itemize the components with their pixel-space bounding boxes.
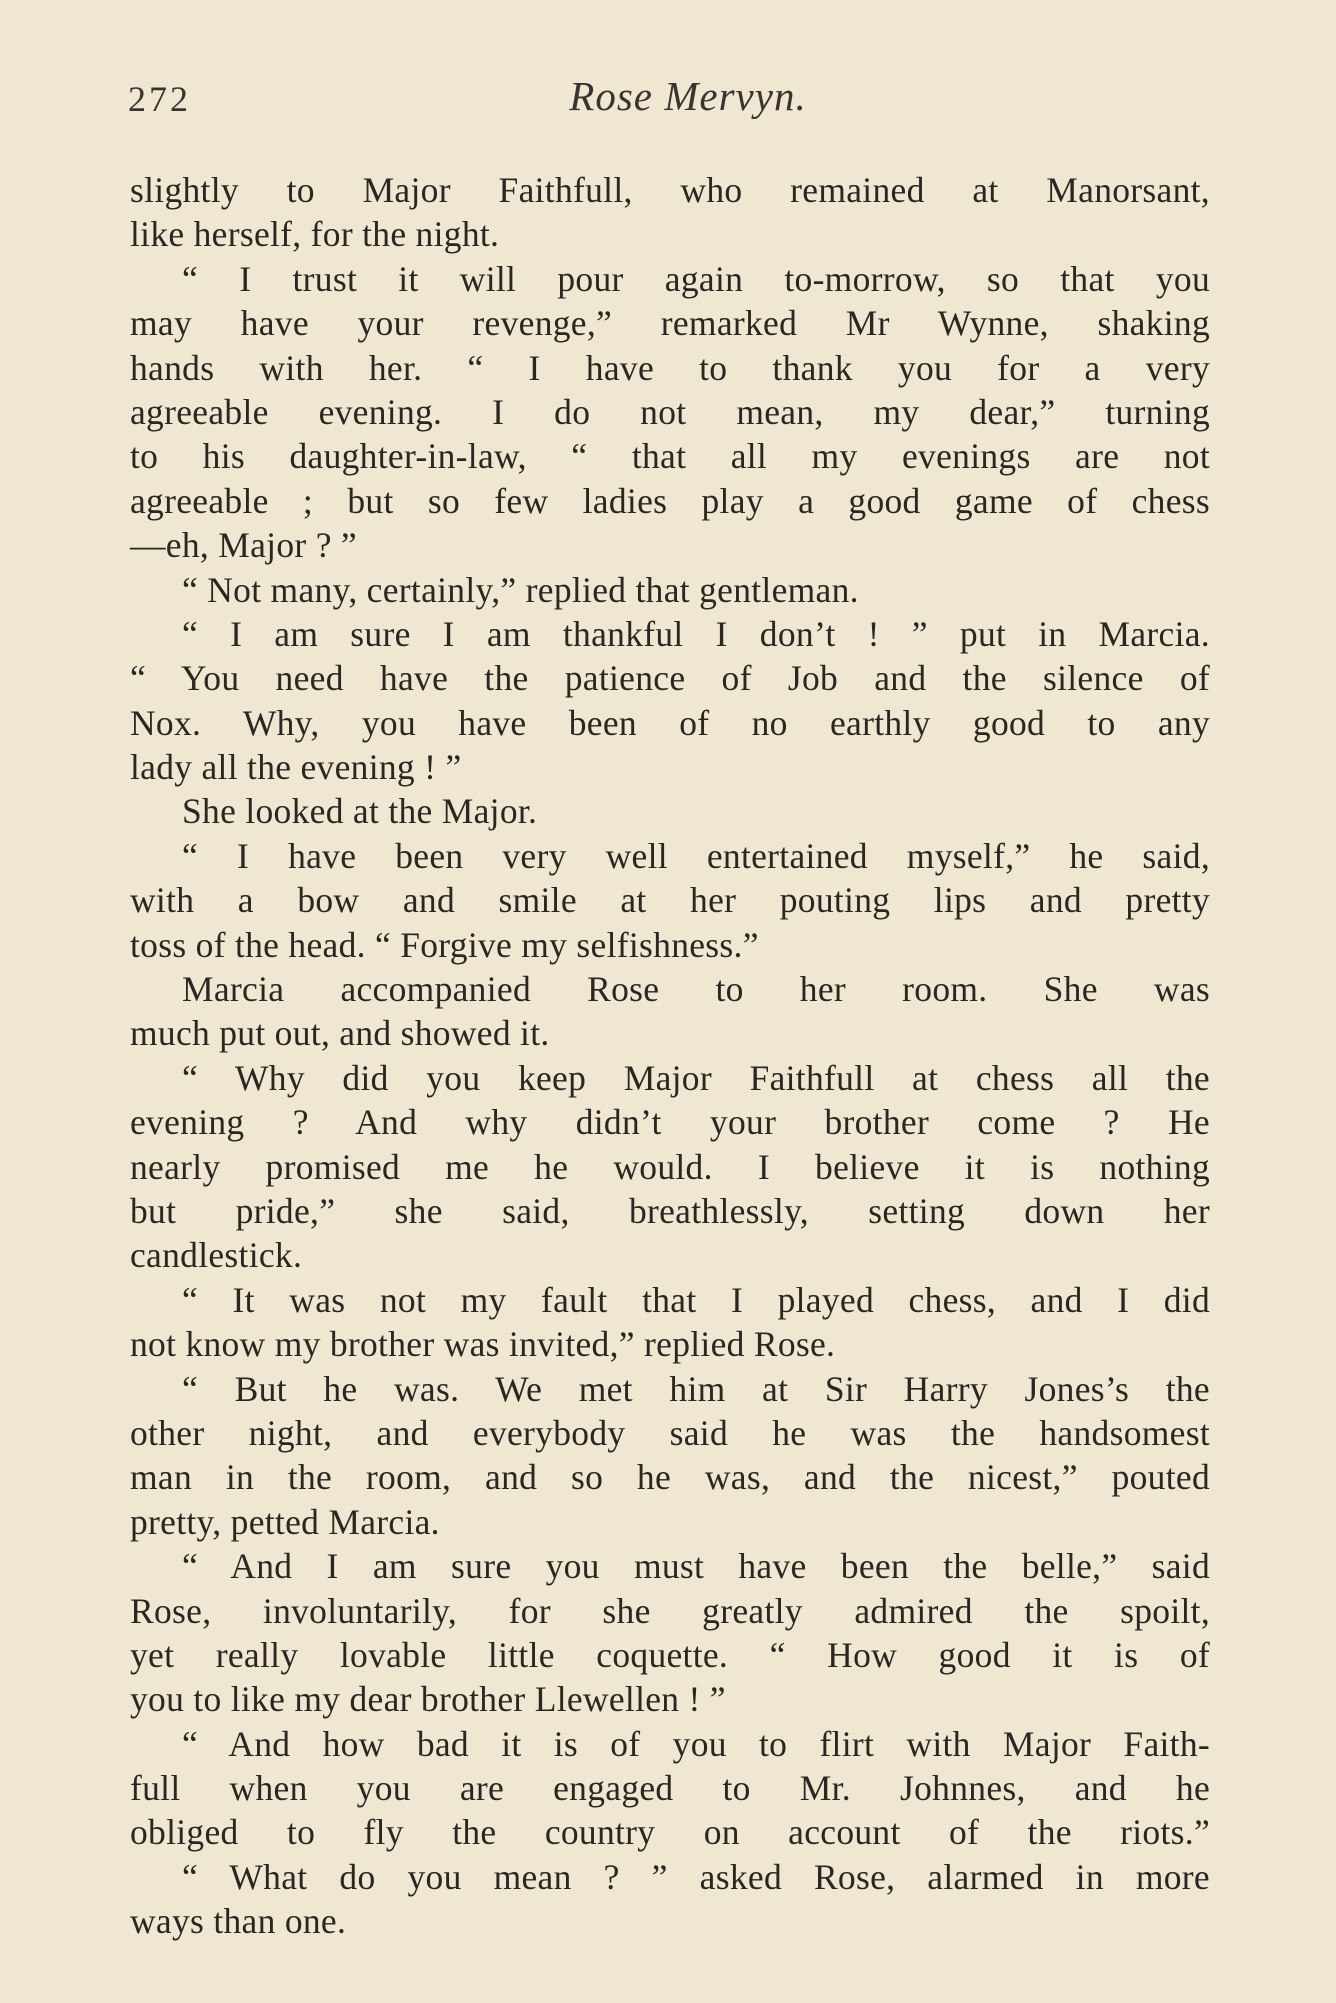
text-line: agreeable evening. I do not mean, my dear,” turning — [130, 391, 1210, 432]
text-line: She looked at the Major. — [182, 791, 538, 832]
text-line: to his daughter-in-law, “ that all my evenings are not — [130, 436, 1210, 477]
text-line: Rose, involuntarily, for she greatly admired the spoilt, — [130, 1590, 1210, 1631]
text-line: “ Not many, certainly,” replied that gentleman. — [182, 569, 859, 610]
text-line: obliged to fly the country on account of the riots.” — [130, 1812, 1210, 1853]
text-line: “ And how bad it is of you to flirt with Major Faith- — [182, 1723, 1210, 1764]
text-line: evening ? And why didn’t your brother come ? He — [130, 1102, 1210, 1143]
text-line: with a bow and smile at her pouting lips and pretty — [130, 880, 1210, 921]
text-line: “ And I am sure you must have been the belle,” said — [182, 1546, 1210, 1587]
text-line: nearly promised me he would. I believe it is nothing — [130, 1146, 1210, 1187]
text-line: man in the room, and so he was, and the nicest,” pouted — [130, 1457, 1210, 1498]
text-line: “ You need have the patience of Job and the silence of — [130, 658, 1210, 699]
text-line: may have your revenge,” remarked Mr Wynne, shaking — [130, 303, 1210, 344]
text-line: full when you are engaged to Mr. Johnnes, and he — [130, 1768, 1210, 1809]
text-line: Marcia accompanied Rose to her room. She was — [182, 969, 1210, 1010]
text-line: “ I trust it will pour again to-morrow, so that you — [182, 258, 1210, 299]
text-line: “ But he was. We met him at Sir Harry Jones’s the — [182, 1368, 1210, 1409]
text-line: candlestick. — [130, 1235, 303, 1276]
text-line: like herself, for the night. — [130, 214, 500, 255]
text-line: not know my brother was invited,” replied Rose. — [130, 1324, 836, 1365]
text-line: lady all the evening ! ” — [130, 747, 462, 788]
text-line: but pride,” she said, breathlessly, setting down her — [130, 1190, 1210, 1231]
text-line: “ I am sure I am thankful I don’t ! ” put in Marcia. — [182, 613, 1210, 654]
running-title: Rose Mervyn. — [569, 73, 807, 119]
text-line: Nox. Why, you have been of no earthly good to any — [130, 702, 1210, 743]
page-number: 272 — [128, 79, 191, 119]
text-line: —eh, Major ? ” — [130, 525, 357, 566]
text-line: you to like my dear brother Llewellen ! ” — [130, 1679, 726, 1720]
text-line: yet really lovable little coquette. “ How good it is of — [130, 1634, 1210, 1675]
text-line: hands with her. “ I have to thank you for a very — [130, 347, 1210, 388]
text-line: agreeable ; but so few ladies play a good game of chess — [130, 480, 1210, 521]
text-line: “ Why did you keep Major Faithfull at chess all the — [182, 1057, 1210, 1098]
text-line: toss of the head. “ Forgive my selfishness.” — [130, 924, 759, 965]
text-line: other night, and everybody said he was the handsomest — [130, 1412, 1210, 1453]
text-line: ways than one. — [130, 1901, 347, 1942]
text-line: “ It was not my fault that I played chess, and I did — [182, 1279, 1210, 1320]
text-line: “ I have been very well entertained myself,” he said, — [182, 835, 1210, 876]
text-line: “ What do you mean ? ” asked Rose, alarmed in more — [182, 1856, 1210, 1897]
body-text — [130, 168, 1210, 1944]
text-line: slightly to Major Faithfull, who remained at Manorsant, — [130, 170, 1210, 210]
text-line: much put out, and showed it. — [130, 1013, 550, 1054]
text-line: pretty, petted Marcia. — [130, 1501, 440, 1542]
page-header — [0, 72, 1336, 132]
